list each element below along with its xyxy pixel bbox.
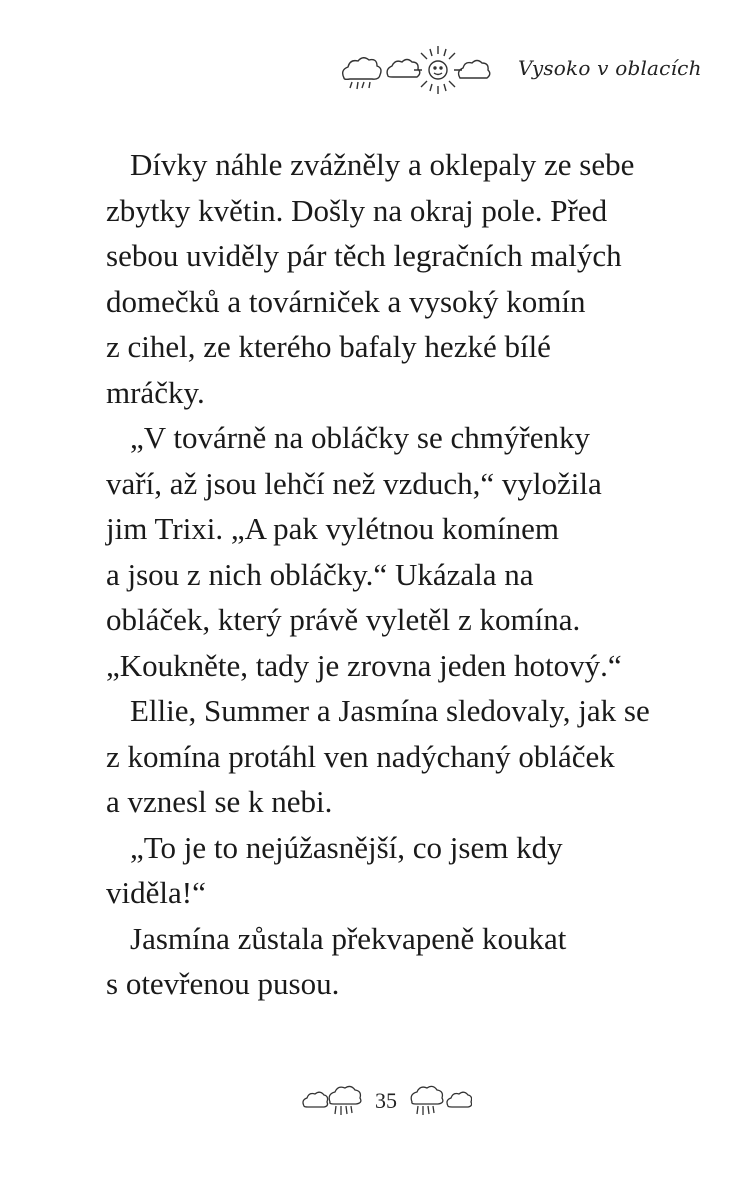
paragraph: „V továrně na obláčky se chmýřenky vaří, až jsou lehčí než vzduch,“ vyložila jim Trixi. „A pak vylétnou komínem a jsou z nich obláčky.“ Ukázala na obláček, který právě vyletěl z komína. „Koukněte, tady je zrovna jeden hotový.“: [106, 420, 622, 683]
page-header: [338, 42, 718, 98]
rain-clouds-icon: [300, 1084, 366, 1126]
page-footer: [300, 1080, 470, 1130]
paragraph: Ellie, Summer a Jasmína sledovaly, jak se z komína protáhl ven nadýchaný obláček a vznesl se k nebi.: [106, 693, 650, 819]
rain-clouds-icon: [406, 1084, 472, 1126]
paragraph: Dívky náhle zvážněly a oklepaly ze sebe zbytky květin. Došly na okraj pole. Před sebou uviděly pár těch legračních malých domečků a továrniček a vysoký komín z cihel, ze kterého bafaly hezké bílé mráčky.: [106, 147, 635, 410]
body-text: [106, 142, 666, 1007]
paragraph: „To je to nejúžasnější, co jsem kdy viděla!“: [106, 829, 563, 910]
paragraph: Jasmína zůstala překvapeně koukat s otevřenou pusou.: [106, 920, 567, 1001]
clouds-and-sun-icon: [338, 42, 498, 98]
page-number: 35: [375, 1088, 397, 1113]
running-title: Vysoko v oblacích: [518, 56, 702, 80]
